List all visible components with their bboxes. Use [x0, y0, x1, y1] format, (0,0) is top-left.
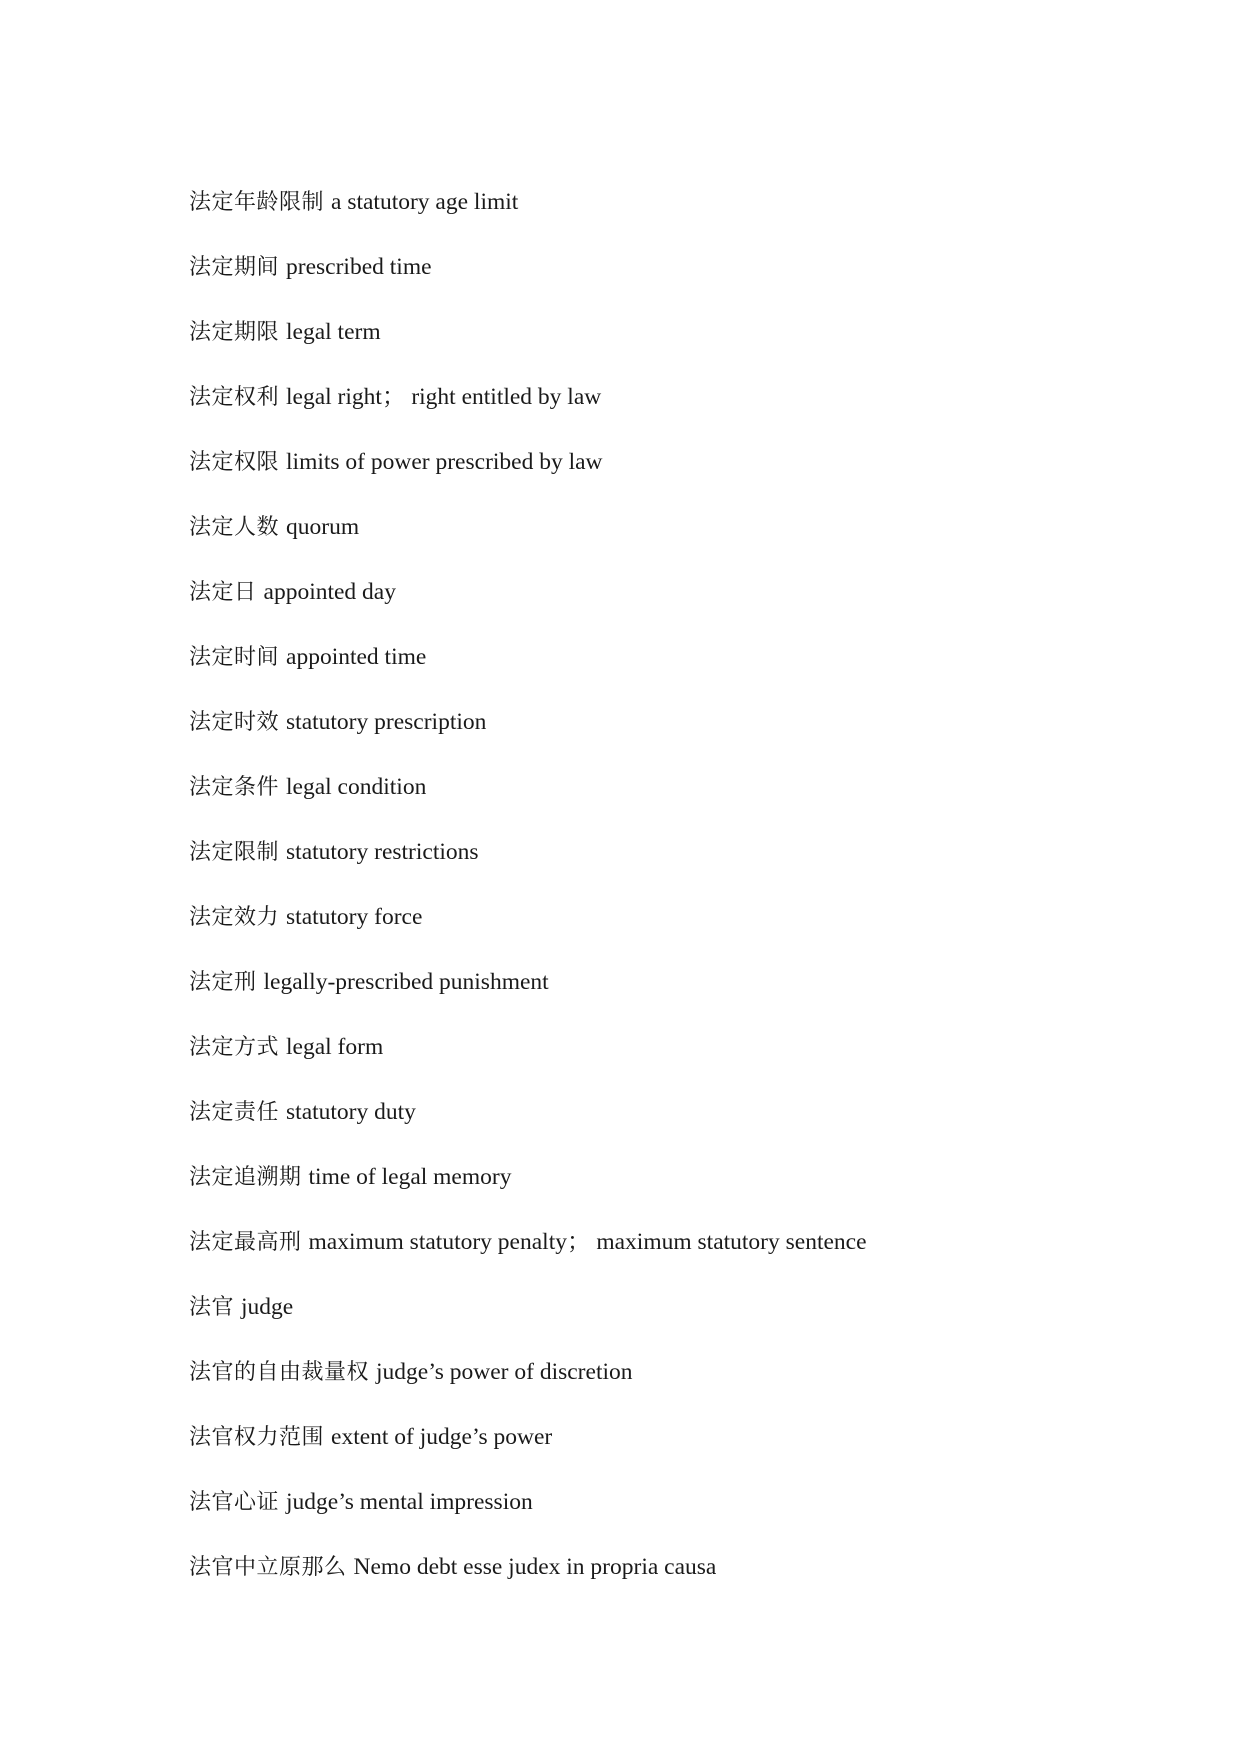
chinese-term: 法定刑: [189, 970, 257, 995]
chinese-term: 法官权力范围: [189, 1425, 325, 1450]
chinese-term: 法定日: [189, 580, 257, 605]
english-translation: Nemo debt esse judex in propria causa: [353, 1554, 717, 1580]
glossary-entry: [189, 702, 867, 767]
chinese-term: 法定最高刑: [189, 1230, 302, 1255]
glossary-entry: [189, 1417, 867, 1482]
glossary-entry: [189, 897, 867, 962]
english-translation: appointed time: [286, 644, 427, 670]
chinese-term: 法官: [189, 1295, 235, 1320]
glossary-entry: [189, 1287, 867, 1352]
english-translation: quorum: [286, 514, 360, 540]
glossary-entry: [189, 507, 867, 572]
glossary-entry: [189, 1027, 867, 1092]
chinese-term: 法定权限: [189, 450, 280, 475]
glossary-entry: [189, 442, 867, 507]
english-translation: extent of judge’s power: [331, 1424, 553, 1450]
glossary-entry: [189, 247, 867, 312]
english-translation: statutory duty: [286, 1099, 416, 1125]
english-translation: judge: [241, 1294, 294, 1320]
glossary-entry: [189, 1352, 867, 1417]
glossary-entry: [189, 182, 867, 247]
glossary-entry: [189, 767, 867, 832]
chinese-term: 法定权利: [189, 385, 280, 410]
glossary-entry: [189, 1547, 867, 1612]
chinese-term: 法定期限: [189, 320, 280, 345]
chinese-term: 法定责任: [189, 1100, 280, 1125]
english-translation: statutory force: [286, 904, 423, 930]
glossary-entry: [189, 1157, 867, 1222]
english-translation: statutory restrictions: [286, 839, 479, 865]
chinese-term: 法定时效: [189, 710, 280, 735]
english-translation: judge’s mental impression: [286, 1489, 533, 1515]
glossary-entry: [189, 312, 867, 377]
english-translation: prescribed time: [286, 254, 432, 280]
glossary-entry: [189, 572, 867, 637]
glossary-entry: [189, 1092, 867, 1157]
english-translation: judge’s power of discretion: [376, 1359, 633, 1385]
english-translation: appointed day: [263, 579, 396, 605]
glossary-entry: [189, 1482, 867, 1547]
chinese-term: 法官中立原那么: [189, 1555, 347, 1580]
english-translation: a statutory age limit: [331, 189, 519, 215]
chinese-term: 法定效力: [189, 905, 280, 930]
english-translation: maximum statutory penalty； maximum statutory sentence: [308, 1229, 867, 1255]
chinese-term: 法定时间: [189, 645, 280, 670]
chinese-term: 法定限制: [189, 840, 280, 865]
english-translation: legally-prescribed punishment: [263, 969, 549, 995]
english-translation: legal right； right entitled by law: [286, 384, 602, 410]
english-translation: legal term: [286, 319, 381, 345]
glossary-entry: [189, 962, 867, 1027]
chinese-term: 法定年龄限制: [189, 190, 325, 215]
chinese-term: 法定条件: [189, 775, 280, 800]
glossary-entry: [189, 377, 867, 442]
chinese-term: 法官心证: [189, 1490, 280, 1515]
glossary-entry: [189, 832, 867, 897]
chinese-term: 法官的自由裁量权: [189, 1360, 370, 1385]
glossary-entry: [189, 1222, 867, 1287]
english-translation: legal form: [286, 1034, 384, 1060]
chinese-term: 法定方式: [189, 1035, 280, 1060]
english-translation: statutory prescription: [286, 709, 487, 735]
chinese-term: 法定人数: [189, 515, 280, 540]
english-translation: time of legal memory: [308, 1164, 512, 1190]
english-translation: limits of power prescribed by law: [286, 449, 603, 475]
chinese-term: 法定期间: [189, 255, 280, 280]
english-translation: legal condition: [286, 774, 427, 800]
glossary-entry: [189, 637, 867, 702]
glossary-list: [189, 182, 867, 1612]
chinese-term: 法定追溯期: [189, 1165, 302, 1190]
